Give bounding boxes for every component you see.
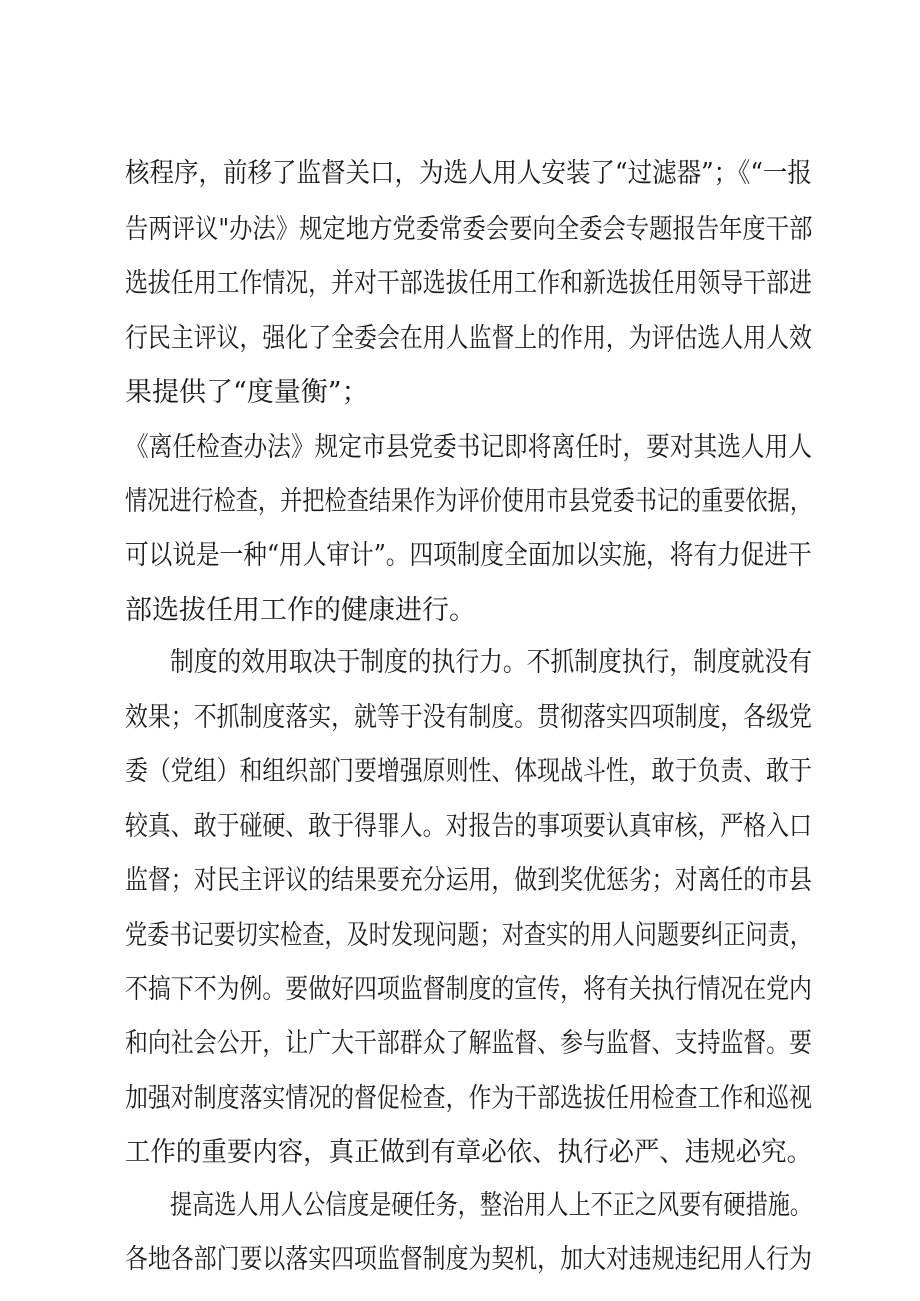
text-line-12: 委（党组）和组织部门要增强原则性、体现战斗性，敢于负责、敢于 [125,756,812,787]
text-line-11: 效果；不抓制度落实，就等于没有制度。贯彻落实四项制度，各级党 [125,702,812,733]
text-line-16: 不搞下不为例。要做好四项监督制度的宣传，将有关执行情况在党内 [125,974,812,1005]
text-line-9: 部选拔任用工作的健康进行。 [125,595,476,626]
text-line-21: 各地各部门要以落实四项监督制度为契机，加大对违规违纪用人行为 [125,1244,812,1275]
text-line-6: 《离任检查办法》规定市县党委书记即将离任时，要对其选人用人 [125,432,813,463]
text-line-3: 选拔任用工作情况，并对干部选拔任用工作和新选拔任用领导干部进 [125,268,812,299]
text-line-5: 果提供了“度量衡”； [125,377,369,408]
text-line-17: 和向社会公开，让广大干部群众了解监督、参与监督、支持监督。要 [125,1028,812,1059]
text-line-1: 核程序，前移了监督关口，为选人用人安装了“过滤器”；《“一报 [125,158,812,189]
text-line-18: 加强对制度落实情况的督促检查，作为干部选拔任用检查工作和巡视 [125,1083,812,1114]
text-line-8: 可以说是一种“用人审计”。四项制度全面加以实施，将有力促进干 [125,540,812,571]
text-line-4: 行民主评议，强化了全委会在用人监督上的作用，为评估选人用人效 [125,323,812,354]
text-line-10: 制度的效用取决于制度的执行力。不抓制度执行，制度就没有 [170,647,813,678]
text-line-14: 监督；对民主评议的结果要充分运用，做到奖优惩劣；对离任的市县 [125,865,812,896]
text-line-15: 党委书记要切实检查，及时发现问题；对查实的用人问题要纠正问责， [125,920,813,951]
text-line-13: 较真、敢于碰硬、敢于得罪人。对报告的事项要认真审核，严格入口 [125,811,812,842]
text-line-2: 告两评议"办法》规定地方党委常委会要向全委会专题报告年度干部 [125,214,813,245]
text-line-19: 工作的重要内容，真正做到有章必依、执行必严、违规必究。 [125,1137,813,1168]
text-line-7: 情况进行检查，并把检查结果作为评价使用市县党委书记的重要依据， [125,486,813,517]
text-line-20: 提高选人用人公信度是硬任务，整治用人上不正之风要有硬措施。 [170,1190,812,1221]
